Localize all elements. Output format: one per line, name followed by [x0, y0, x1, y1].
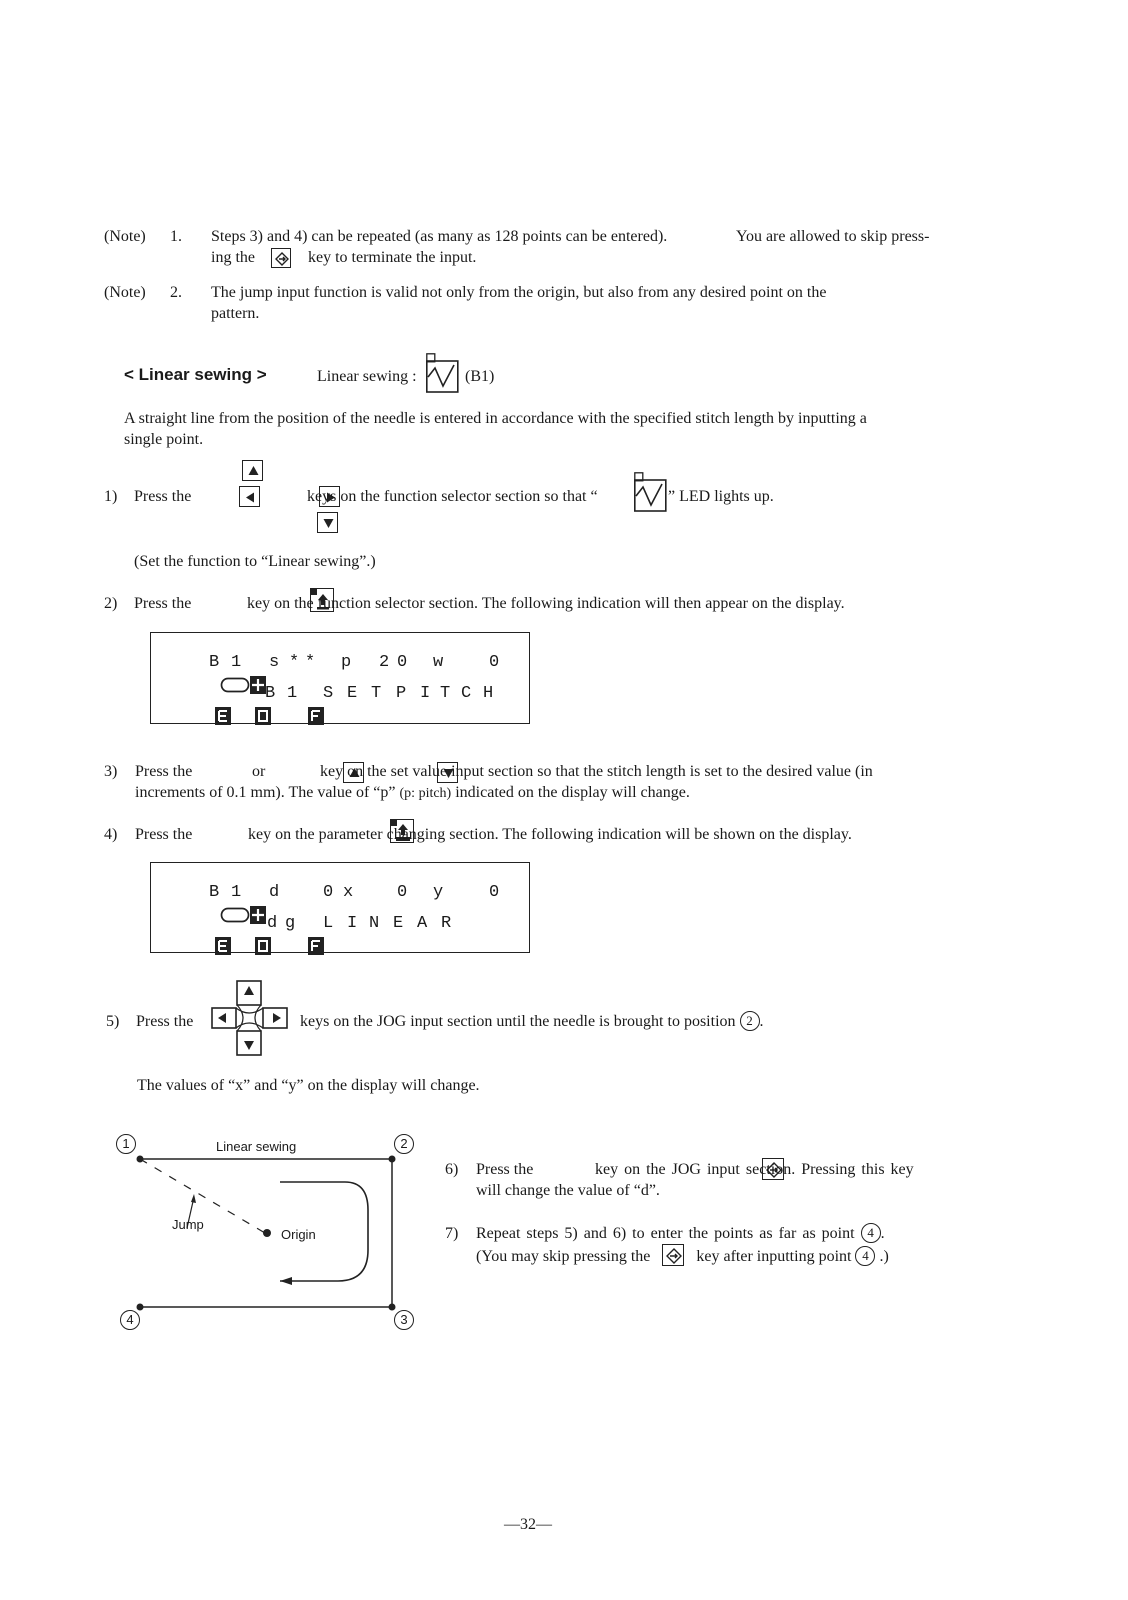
lcd-char: 0: [489, 883, 500, 902]
lcd-char: 0: [323, 883, 334, 902]
lcd-char: y: [433, 883, 444, 902]
step-7-text-c: key after inputting point: [696, 1248, 852, 1265]
end-key-icon: [271, 248, 291, 268]
lcd-char: 0: [489, 653, 500, 672]
linear-sewing-led-icon: [634, 472, 668, 520]
lcd-char: H: [483, 684, 494, 703]
end-key-icon: [662, 1244, 684, 1266]
step-6-number: 6): [445, 1161, 459, 1178]
point-1-label: 1: [116, 1134, 136, 1154]
point-4-marker: 4: [861, 1223, 881, 1243]
section-heading: < Linear sewing >: [124, 365, 267, 384]
step-5-text-a: keys on the JOG input section until the needle is brought to position: [300, 1013, 736, 1030]
lcd-char: *: [289, 653, 300, 672]
step-3-text: key on the set value input section so that the stitch length is set to the desired value (in: [320, 763, 873, 780]
lcd-char: d: [269, 883, 280, 902]
step-2-number: 2): [104, 595, 118, 612]
note-2-text-b: pattern.: [211, 305, 260, 322]
lcd-char: s: [269, 653, 280, 672]
step-7-text-b: (You may skip pressing the: [476, 1248, 651, 1265]
point-3-label: 3: [394, 1310, 414, 1330]
lcd-char: x: [343, 883, 354, 902]
lcd-char: *: [305, 653, 316, 672]
step-7-number: 7): [445, 1225, 459, 1242]
lcd-char: P: [396, 684, 407, 703]
step-6-text: key on the JOG input section. Pressing this key: [595, 1161, 914, 1178]
step-3-line2: [135, 782, 690, 804]
note-1-text-c: ing the: [211, 249, 255, 266]
lcd-char: p: [341, 653, 352, 672]
lcd-char: E: [347, 684, 358, 703]
note-2-number: 2.: [170, 284, 182, 301]
section-subtitle: Linear sewing :: [317, 368, 417, 385]
note-1-text-d: key to terminate the input.: [308, 249, 477, 266]
lcd-row-1: [151, 652, 529, 676]
step-6-press: Press the: [476, 1161, 534, 1178]
lcd-char: B: [209, 883, 220, 902]
lcd-char: A: [417, 914, 428, 933]
page-number: —32—: [504, 1516, 552, 1533]
step-4-press: Press the: [135, 826, 193, 843]
note-1: [104, 226, 964, 266]
lcd-char: g: [285, 914, 296, 933]
note-2-text-a: The jump input function is valid not only from the origin, but also from any desired point on the: [211, 284, 827, 301]
point-4-marker: 4: [855, 1246, 875, 1266]
lcd-char: E: [393, 914, 404, 933]
down-key-icon: [317, 512, 338, 533]
lcd-char: I: [347, 914, 358, 933]
lcd-char: C: [461, 684, 472, 703]
step-4-number: 4): [104, 826, 118, 843]
lcd-char: I: [420, 684, 431, 703]
step-7-line2: (You may skip pressing the key after inputting point 4 .): [476, 1244, 889, 1267]
step-3-number: 3): [104, 763, 118, 780]
diagram-lines: [110, 1130, 420, 1340]
lcd-char: w: [433, 653, 444, 672]
step-1-press: Press the: [134, 488, 192, 505]
step-3-line2-a: increments of 0.1 mm). The value of “p”: [135, 784, 396, 801]
note-1-text-a: Steps 3) and 4) can be repeated (as many as 128 points can be entered).: [211, 228, 668, 245]
lcd-char: d: [267, 914, 278, 933]
step-6-line2: will change the value of “d”.: [476, 1182, 660, 1199]
lcd-row-2: [151, 683, 529, 707]
step-4-text: key on the parameter changing section. The following indication will be shown on the display.: [248, 826, 852, 843]
left-key-icon: [239, 486, 260, 507]
step-3-press: Press the: [135, 763, 193, 780]
lcd-char: 0: [397, 883, 408, 902]
lcd-row-1: [151, 882, 529, 906]
linear-sewing-diagram: [110, 1130, 420, 1340]
note-1-number: 1.: [170, 228, 182, 245]
f-box-icon: [247, 686, 324, 753]
step-2-press: Press the: [134, 595, 192, 612]
section-code: (B1): [465, 368, 495, 385]
jog-keypad-icon: [210, 980, 290, 1064]
lcd-char: L: [323, 914, 334, 933]
lcd-char: B: [209, 653, 220, 672]
note-2-label: (Note): [104, 284, 146, 301]
step-3-or: or: [252, 763, 266, 780]
lcd-char: 1: [231, 883, 242, 902]
lcd-char: S: [323, 684, 334, 703]
step-1-number: 1): [104, 488, 118, 505]
step-1-end: ” LED lights up.: [668, 488, 774, 505]
step-5-number: 5): [106, 1013, 120, 1030]
note-1-label: (Note): [104, 228, 146, 245]
step-2-text: key on the function selector section. The following indication will then appear on the display.: [247, 595, 845, 612]
lcd-char: T: [440, 684, 451, 703]
up-key-icon: [242, 460, 263, 481]
position-marker: 2: [740, 1011, 760, 1031]
jump-label: Jump: [172, 1217, 204, 1232]
lcd-display-linear: [150, 862, 530, 953]
linear-sewing-icon: [426, 353, 460, 401]
lcd-char: R: [441, 914, 452, 933]
step-7-text-a: Repeat steps 5) and 6) to enter the points as far as point: [476, 1225, 855, 1242]
intro-line-1: A straight line from the position of the needle is entered in accordance with the specified stitch length by inputting a: [124, 410, 867, 427]
lcd-row-2: [151, 913, 529, 937]
lcd-display-set-pitch: [150, 632, 530, 724]
step-3-line2-b: (p: pitch): [399, 786, 452, 801]
lcd-char: 1: [287, 684, 298, 703]
point-2-label: 2: [394, 1134, 414, 1154]
diagram-title: Linear sewing: [216, 1139, 297, 1154]
lcd-char: N: [369, 914, 380, 933]
step-1-text: keys on the function selector section so that “: [307, 488, 598, 505]
step-7-line1: Repeat steps 5) and 6) to enter the points as far as point 4 .: [476, 1225, 885, 1242]
lcd-char: T: [371, 684, 382, 703]
lcd-char: 1: [231, 653, 242, 672]
lcd-char: B: [265, 684, 276, 703]
origin-label: Origin: [281, 1227, 316, 1242]
lcd-char: 2: [379, 653, 390, 672]
step-5-press: Press the: [136, 1013, 194, 1030]
step-3-line2-c: indicated on the display will change.: [455, 784, 690, 801]
step-1-sub: (Set the function to “Linear sewing”.): [134, 553, 376, 570]
intro-line-2: single point.: [124, 431, 204, 448]
step-5-text: keys on the JOG input section until the needle is brought to position 2 .: [300, 1013, 764, 1030]
note-1-text-b: You are allowed to skip press-: [736, 228, 930, 245]
step-5-sub: The values of “x” and “y” on the display will change.: [137, 1077, 480, 1094]
lcd-char: 0: [397, 653, 408, 672]
point-4-label: 4: [120, 1310, 140, 1330]
